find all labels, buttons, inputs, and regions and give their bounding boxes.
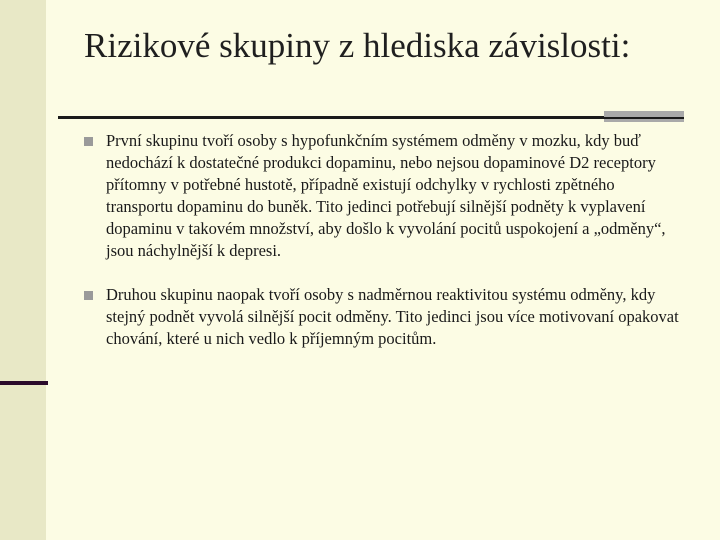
- title-underline-accent: [604, 111, 684, 117]
- title-underline-accent-lower: [604, 119, 684, 122]
- square-bullet-icon: [84, 137, 93, 146]
- bullet-item-2: [84, 284, 684, 350]
- bullet-text-1: První skupinu tvoří osoby s hypofunkčním systémem odměny v mozku, kdy buď nedochází k dostatečné produkci dopaminu, nebo nejsou dopaminové D2 receptory přítomny v potřebné hustotě, případně existují odchylky v rychlosti zpětného transportu dopaminu do buněk. Tito jedinci potřebují silnější podněty k vyplavení dopaminu v takovém množství, aby došlo k vyvolání pocitů uspokojení a „odměny“, jsou náchylnější k depresi.: [106, 131, 666, 260]
- bullet-list: [84, 130, 684, 372]
- side-accent-bar: [0, 381, 48, 385]
- bullet-item-1: [84, 130, 684, 262]
- slide-title: Rizikové skupiny z hlediska závislosti:: [84, 26, 631, 65]
- square-bullet-icon: [84, 291, 93, 300]
- bullet-text-2: Druhou skupinu naopak tvoří osoby s nadměrnou reaktivitou systému odměny, kdy stejný podnět vyvolá silnější pocit odměny. Tito jedinci jsou více motivovaní opakovat chování, které u nich vedlo k příjemným pocitům.: [106, 285, 679, 348]
- title-underline: [58, 116, 684, 119]
- side-band: [0, 0, 46, 540]
